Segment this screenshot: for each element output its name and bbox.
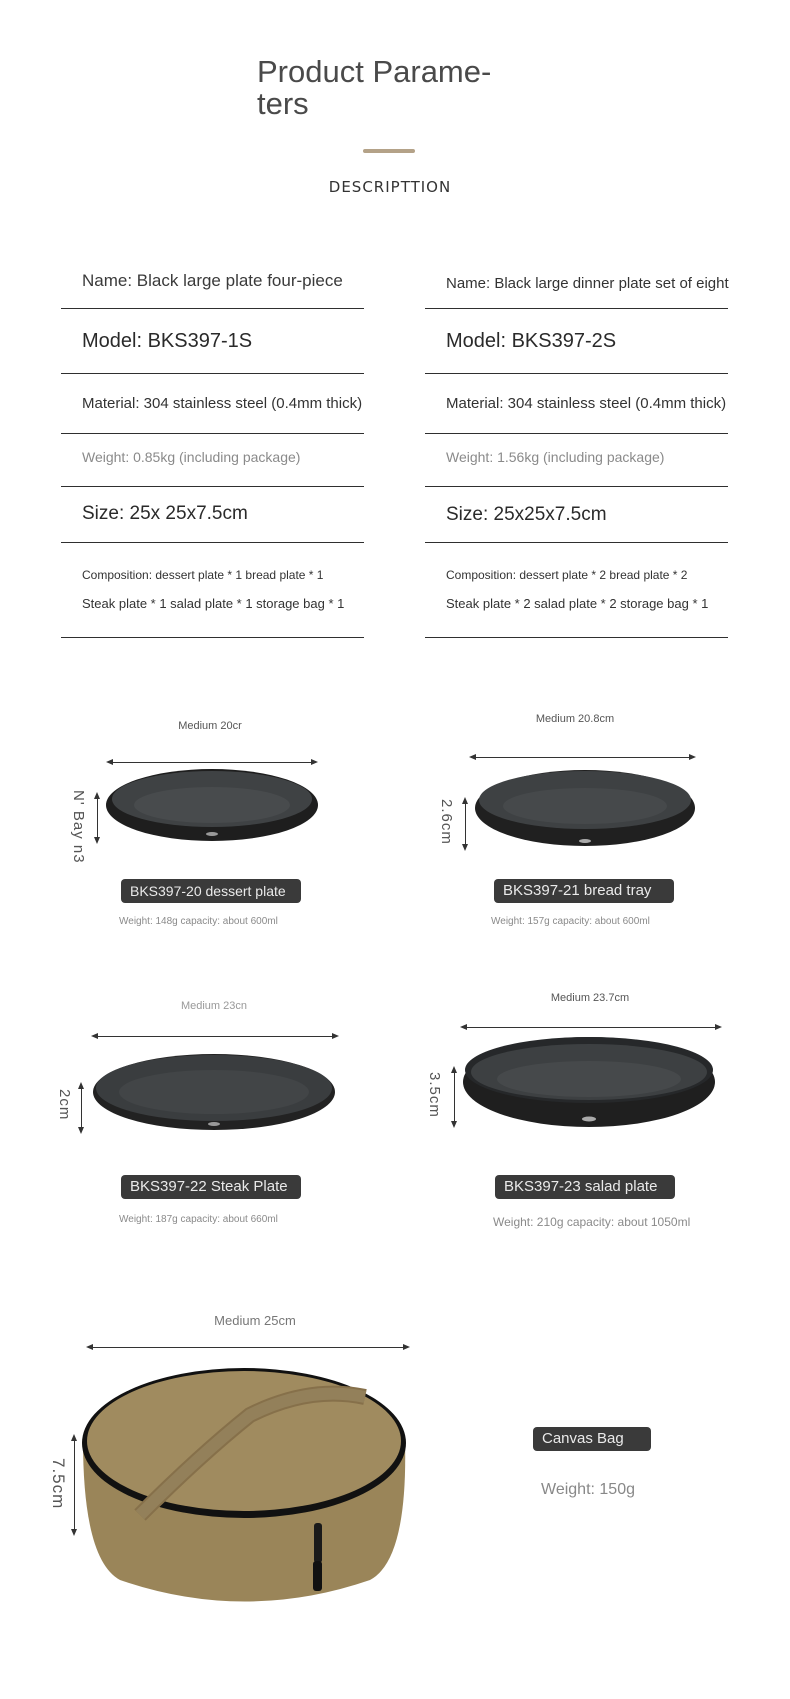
plate-image <box>462 1034 717 1129</box>
product-label-badge: BKS397-22 Steak Plate <box>121 1175 301 1199</box>
product-label-badge: Canvas Bag <box>533 1427 651 1451</box>
spec-row-name <box>425 261 728 309</box>
page-title <box>257 56 517 120</box>
product-spec: Weight: 210g capacity: about 1050ml <box>493 1215 691 1229</box>
height-label: 3.5cm <box>426 1072 443 1118</box>
height-label: 2cm <box>56 1089 73 1121</box>
spec-table-left <box>61 261 364 638</box>
product-label-badge: BKS397-21 bread tray <box>494 879 674 903</box>
spec-row-size <box>61 487 364 543</box>
page-title-line1: Product Parame- <box>257 54 492 89</box>
spec-size: Size: 25x 25x7.5cm <box>82 503 248 524</box>
spec-row-weight <box>425 434 728 487</box>
product-spec: Weight: 150g <box>541 1481 635 1498</box>
width-label: Medium 20cr <box>178 720 242 732</box>
width-arrow-icon <box>475 757 690 758</box>
product-spec: Weight: 187g capacity: about 660ml <box>119 1214 278 1225</box>
width-label: Medium 20.8cm <box>535 713 615 725</box>
plate-image <box>105 767 320 842</box>
height-arrow-icon <box>81 1088 82 1128</box>
spec-row-weight <box>61 434 364 487</box>
spec-table-right <box>425 261 728 638</box>
spec-row-material <box>61 374 364 434</box>
spec-composition-line2: Steak plate * 1 salad plate * 1 storage bag * 1 <box>82 596 345 611</box>
spec-weight: Weight: 1.56kg (including package) <box>446 449 665 465</box>
spec-model: Model: BKS397-1S <box>82 330 253 352</box>
spec-model: Model: BKS397-2S <box>446 330 617 352</box>
height-label: N' Bay n3 <box>70 790 87 864</box>
height-arrow-icon <box>74 1440 75 1530</box>
spec-composition-line2: Steak plate * 2 salad plate * 2 storage bag * 1 <box>446 596 709 611</box>
spec-row-name <box>61 261 364 309</box>
section-subtitle: DESCRIPTTION <box>328 178 452 196</box>
product-spec: Weight: 157g capacity: about 600ml <box>491 916 650 927</box>
width-label: Medium 25cm <box>214 1313 296 1328</box>
accent-divider <box>363 149 415 153</box>
width-label: Medium 23.7cm <box>550 992 630 1004</box>
spec-composition-line1: Composition: dessert plate * 1 bread plate * 1 <box>82 568 324 582</box>
width-arrow-icon <box>466 1027 716 1028</box>
spec-row-model <box>61 309 364 374</box>
canvas-bag-image <box>80 1365 410 1610</box>
height-arrow-icon <box>465 803 466 845</box>
plate-image <box>92 1052 336 1132</box>
spec-material: Material: 304 stainless steel (0.4mm thick) <box>82 395 363 412</box>
spec-name: Name: Black large plate four-piece <box>82 271 343 290</box>
product-spec: Weight: 148g capacity: about 600ml <box>119 916 278 927</box>
spec-row-material <box>425 374 728 434</box>
width-arrow-icon <box>92 1347 404 1348</box>
spec-row-composition <box>425 543 728 638</box>
height-arrow-icon <box>454 1072 455 1122</box>
spec-row-model <box>425 309 728 374</box>
product-label-badge: BKS397-20 dessert plate <box>121 879 301 903</box>
width-arrow-icon <box>97 1036 333 1037</box>
spec-name: Name: Black large dinner plate set of eight <box>446 275 729 292</box>
spec-size: Size: 25x25x7.5cm <box>446 504 607 525</box>
height-label: 7.5cm <box>49 1458 68 1510</box>
page-title-line2: ters <box>257 86 309 121</box>
width-label: Medium 23cn <box>180 1000 248 1012</box>
spec-composition-line1: Composition: dessert plate * 2 bread plate * 2 <box>446 568 688 582</box>
plate-image <box>474 768 696 850</box>
spec-weight: Weight: 0.85kg (including package) <box>82 449 301 465</box>
spec-row-size <box>425 487 728 543</box>
product-label-badge: BKS397-23 salad plate <box>495 1175 675 1199</box>
height-arrow-icon <box>97 798 98 838</box>
spec-material: Material: 304 stainless steel (0.4mm thick) <box>446 395 727 412</box>
height-label: 2.6cm <box>438 799 455 845</box>
spec-row-composition <box>61 543 364 638</box>
width-arrow-icon <box>112 762 312 763</box>
